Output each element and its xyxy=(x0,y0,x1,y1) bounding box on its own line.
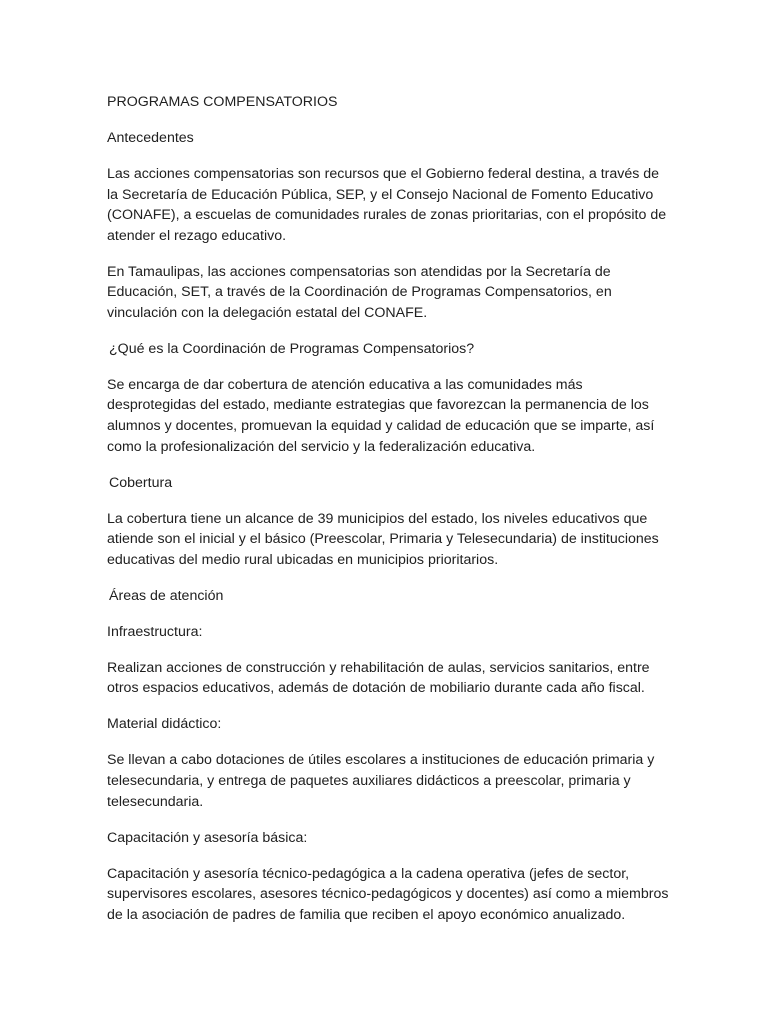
subsection-heading-material: Material didáctico: xyxy=(107,716,222,733)
section-heading-antecedentes: Antecedentes xyxy=(107,129,194,146)
paragraph-capacitacion: Capacitación y asesoría técnico-pedagógica a la cadena operativa (jefes de sector, supervisores escolares, asesores técnico-pedagógicos y docentes) así como a miembros de la asociación de padres de familia que reciben el apoyo económico anualizado. xyxy=(107,865,669,923)
paragraph-coordinacion: Se encarga de dar cobertura de atención educativa a las comunidades más desprotegidas del estado, mediante estrategias que favorezcan la permanencia de los alumnos y docentes, promuevan la equidad y calidad de educación que se imparte, así como la profesionalización del servicio y la federalización educativa. xyxy=(107,376,655,455)
paragraph-material: Se llevan a cabo dotaciones de útiles escolares a instituciones de educación primaria y telesecundaria, y entrega de paquetes auxiliares didácticos a preescolar, primaria y telesecundaria. xyxy=(107,752,655,810)
document-title: PROGRAMAS COMPENSATORIOS xyxy=(107,94,338,110)
paragraph-cobertura: La cobertura tiene un alcance de 39 municipios del estado, los niveles educativos que atiende son el inicial y el básico (Preescolar, Primaria y Telesecundaria) de instituciones educativas del medio rural ubicadas en municipios prioritarios. xyxy=(107,510,659,568)
subsection-heading-capacitacion: Capacitación y asesoría básica: xyxy=(107,829,308,846)
section-heading-coordinacion: ¿Qué es la Coordinación de Programas Compensatorios? xyxy=(109,340,475,357)
subsection-heading-infraestructura: Infraestructura: xyxy=(107,623,203,640)
paragraph-antecedentes-1: Las acciones compensatorias son recursos que el Gobierno federal destina, a través de la Secretaría de Educación Pública, SEP, y el Consejo Nacional de Fomento Educativo (CONAFE), a escuelas de comunidades rurales de zonas prioritarias, con el propósito de atender el rezago educativo. xyxy=(107,165,667,244)
document-body xyxy=(107,92,672,941)
paragraph-infraestructura: Realizan acciones de construcción y rehabilitación de aulas, servicios sanitarios, entre otros espacios educativos, además de dotación de mobiliario durante cada año fiscal. xyxy=(107,659,650,697)
section-heading-areas: Áreas de atención xyxy=(109,587,224,604)
paragraph-antecedentes-2: En Tamaulipas, las acciones compensatorias son atendidas por la Secretaría de Educación, SET, a través de la Coordinación de Programas Compensatorios, en vinculación con la delegación estatal del CONAFE. xyxy=(107,263,612,321)
section-heading-cobertura: Cobertura xyxy=(109,474,173,491)
